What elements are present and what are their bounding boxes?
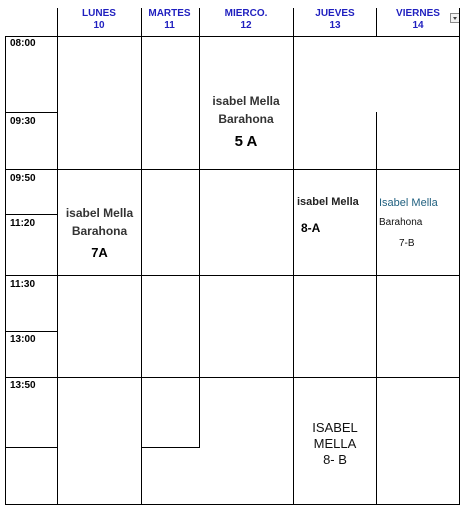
- time-label: 08:00: [10, 38, 36, 49]
- course-label: 8- B: [323, 452, 347, 467]
- class-block-jue-0950[interactable]: [297, 195, 375, 236]
- day-name: JUEVES: [315, 8, 355, 19]
- grid-line: [5, 331, 58, 332]
- course-label: 7A: [91, 245, 108, 260]
- course-label: 5 A: [234, 133, 258, 150]
- day-number: 10: [93, 20, 105, 31]
- class-block-jue-1350[interactable]: [294, 420, 376, 468]
- grid-line: [376, 112, 377, 505]
- class-block-vie-0950[interactable]: [379, 196, 458, 250]
- grid-line: [5, 447, 58, 448]
- time-label: 11:30: [10, 279, 36, 290]
- teacher-name: isabel Mella: [297, 196, 359, 208]
- grid-line: [5, 36, 459, 37]
- day-header-martes[interactable]: [142, 8, 197, 38]
- grid-line: [57, 8, 58, 37]
- day-name: MARTES: [148, 8, 191, 19]
- teacher-surname: MELLA: [313, 436, 357, 451]
- time-label: 09:30: [10, 116, 36, 127]
- day-number: 12: [240, 20, 252, 31]
- teacher-name: ISABEL: [312, 420, 358, 435]
- teacher-name: isabel Mella: [65, 206, 134, 220]
- day-header-lunes[interactable]: [60, 8, 138, 38]
- class-block-lun-0950[interactable]: [58, 205, 141, 261]
- grid-line: [293, 8, 294, 37]
- grid-line: [5, 169, 459, 170]
- class-block-mie-0800[interactable]: [200, 93, 292, 151]
- grid-line: [5, 504, 459, 505]
- teacher-name: isabel Mella: [212, 94, 280, 108]
- course-label: 7-B: [399, 238, 415, 249]
- time-label: 13:50: [10, 380, 36, 391]
- grid-line: [459, 8, 460, 37]
- time-label: 11:20: [10, 218, 36, 229]
- teacher-name: Isabel Mella: [379, 197, 438, 209]
- time-label: 09:50: [10, 173, 36, 184]
- grid-line: [5, 36, 6, 505]
- day-number: 14: [412, 20, 424, 31]
- teacher-surname: Barahona: [379, 217, 423, 228]
- day-name: VIERNES: [396, 8, 440, 19]
- grid-line: [199, 8, 200, 37]
- course-label: 8-A: [301, 221, 321, 235]
- grid-line: [376, 8, 377, 37]
- grid-line: [5, 377, 459, 378]
- day-number: 13: [329, 20, 341, 31]
- grid-line: [141, 8, 142, 37]
- day-name: MIERCO.: [224, 8, 268, 19]
- grid-line: [141, 447, 200, 448]
- teacher-surname: Barahona: [71, 224, 128, 238]
- grid-line: [5, 112, 58, 113]
- grid-line: [5, 275, 459, 276]
- grid-line: [141, 36, 142, 505]
- grid-line: [459, 36, 460, 505]
- day-header-jueves[interactable]: [294, 8, 376, 38]
- teacher-surname: Barahona: [218, 112, 274, 126]
- grid-line: [5, 214, 58, 215]
- day-number: 11: [164, 20, 175, 31]
- day-name: LUNES: [82, 8, 116, 19]
- day-header-viernes[interactable]: [378, 8, 458, 38]
- time-label: 13:00: [10, 334, 36, 345]
- grid-line: [57, 36, 58, 505]
- day-header-miercoles[interactable]: [200, 8, 292, 38]
